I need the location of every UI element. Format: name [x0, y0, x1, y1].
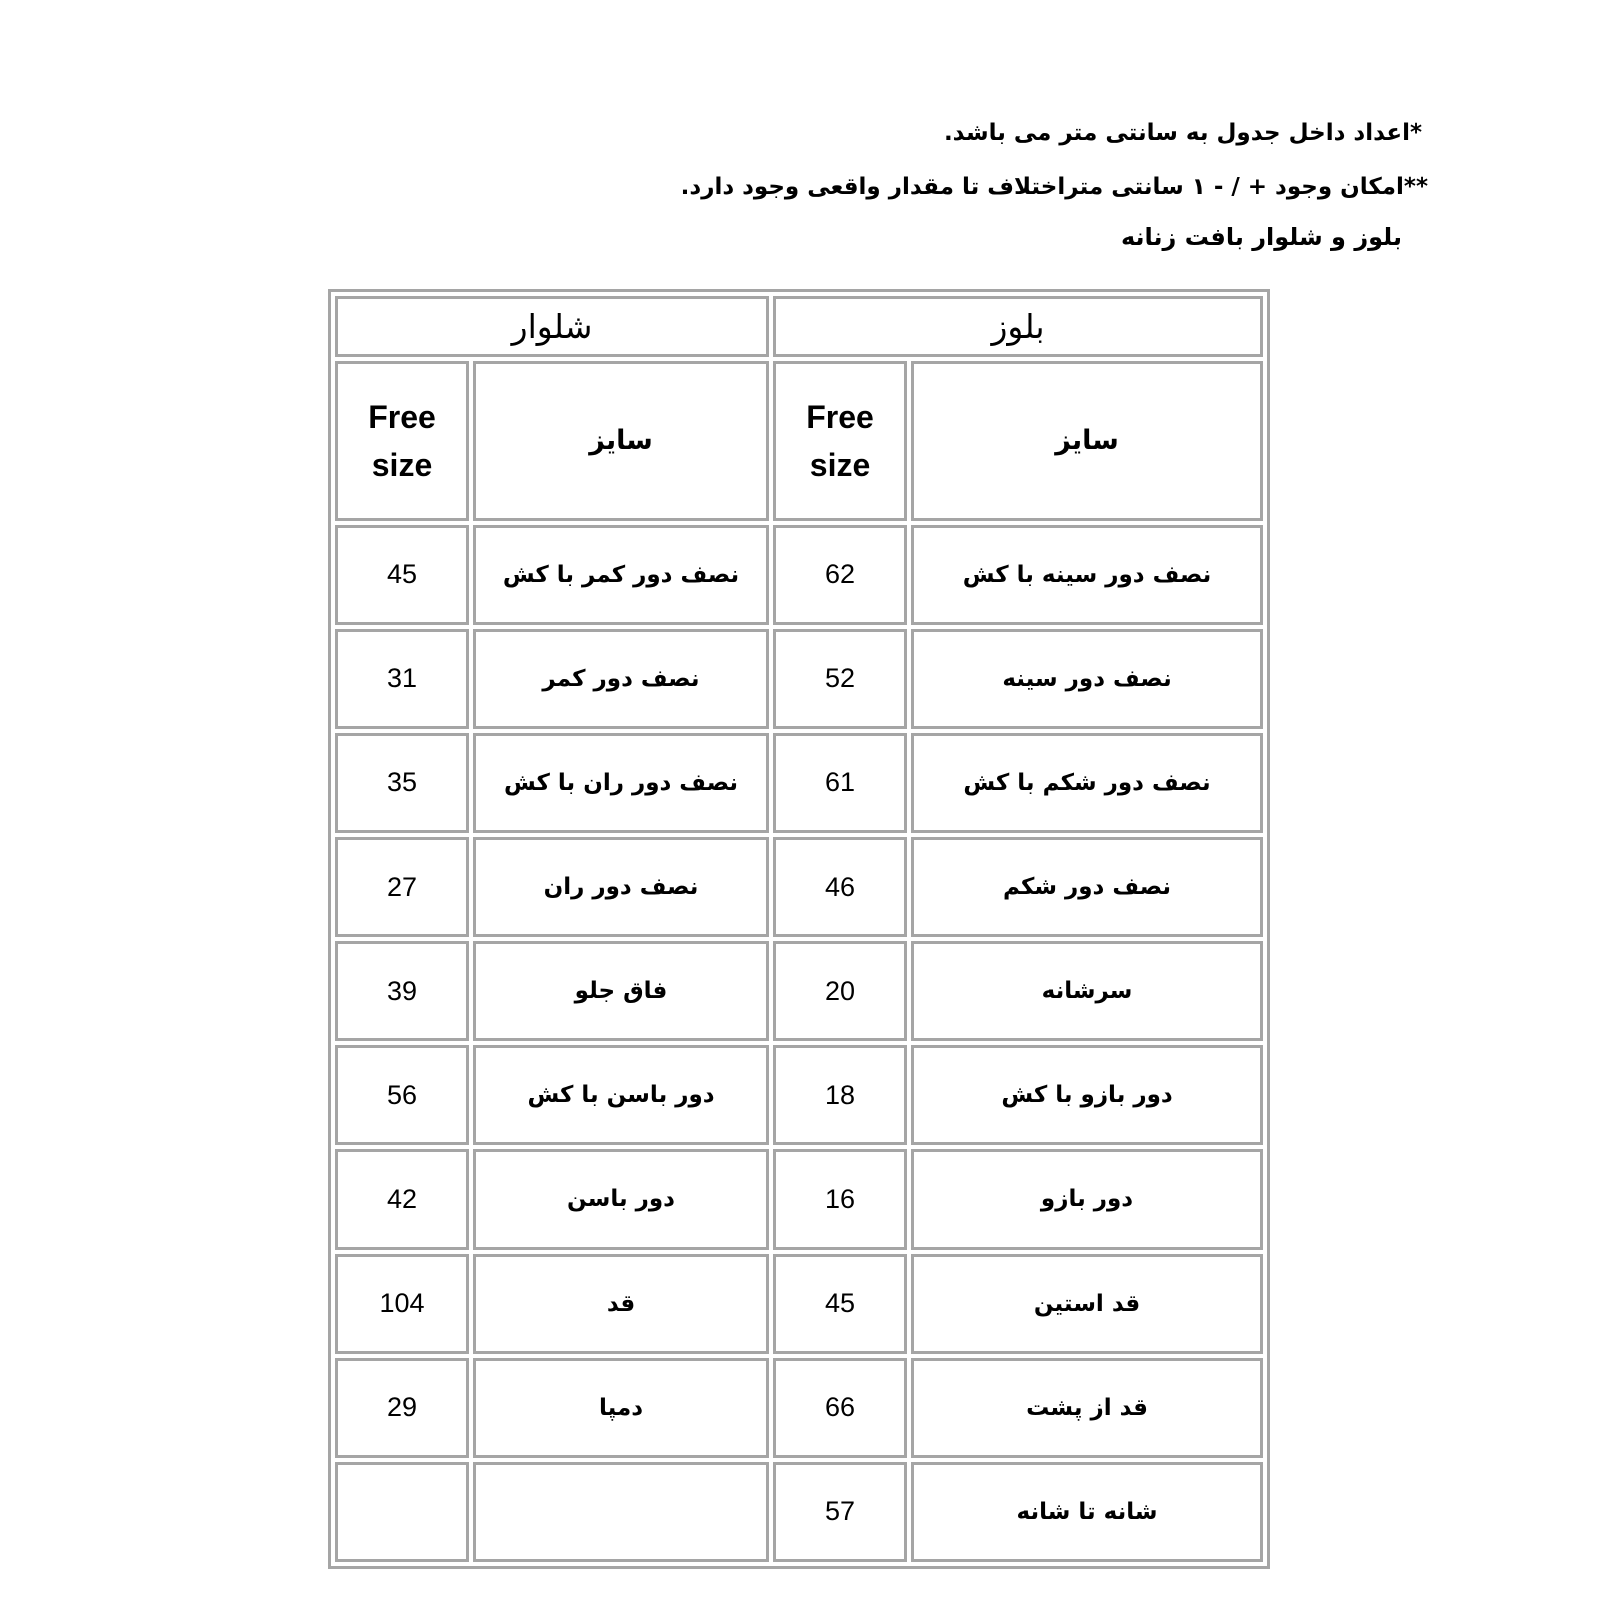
- table-row: [335, 1149, 1263, 1249]
- blouse-value: 61: [773, 733, 907, 833]
- blouse-free-size-header: Free size: [773, 361, 907, 521]
- blouse-size-header: سایز: [911, 361, 1263, 521]
- table-row: [335, 525, 1263, 625]
- pants-free-size-header: Free size: [335, 361, 469, 521]
- blouse-value: 45: [773, 1254, 907, 1354]
- pants-label: فاق جلو: [473, 941, 769, 1041]
- blouse-label: قد از پشت: [911, 1358, 1263, 1458]
- pants-value: 39: [335, 941, 469, 1041]
- blouse-label: نصف دور شکم: [911, 837, 1263, 937]
- pants-label: نصف دور ران: [473, 837, 769, 937]
- blouse-label: دور بازو با کش: [911, 1045, 1263, 1145]
- pants-label: دور باسن با کش: [473, 1045, 769, 1145]
- pants-label: قد: [473, 1254, 769, 1354]
- pants-value: 29: [335, 1358, 469, 1458]
- table-row: [335, 1358, 1263, 1458]
- blouse-label: نصف دور شکم با کش: [911, 733, 1263, 833]
- measurement-unit-note: *اعداد داخل جدول به سانتی متر می باشد.: [943, 120, 1422, 146]
- blouse-value: 20: [773, 941, 907, 1041]
- pants-value: 45: [335, 525, 469, 625]
- blouse-value: 62: [773, 525, 907, 625]
- pants-value: 104: [335, 1254, 469, 1354]
- table-row: [335, 629, 1263, 729]
- pants-value: 56: [335, 1045, 469, 1145]
- blouse-value: 52: [773, 629, 907, 729]
- tolerance-note: **امکان وجود + / - ۱ سانتی متراختلاف تا مقدار واقعی وجود دارد.: [680, 174, 1428, 200]
- pants-value: 27: [335, 837, 469, 937]
- table-row: [335, 733, 1263, 833]
- blouse-value: 57: [773, 1462, 907, 1562]
- blouse-value: 46: [773, 837, 907, 937]
- blouse-label: دور بازو: [911, 1149, 1263, 1249]
- pants-value: 42: [335, 1149, 469, 1249]
- product-title: بلوز و شلوار بافت زنانه: [1120, 223, 1402, 251]
- pants-label: [473, 1462, 769, 1562]
- table-row: [335, 941, 1263, 1041]
- table-row: [335, 1462, 1263, 1562]
- blouse-label: قد استین: [911, 1254, 1263, 1354]
- section-header-row: [335, 296, 1263, 357]
- pants-label: نصف دور کمر: [473, 629, 769, 729]
- pants-section-header: شلوار: [335, 296, 769, 357]
- pants-value: [335, 1462, 469, 1562]
- size-chart-table: [328, 289, 1270, 1569]
- pants-value: 35: [335, 733, 469, 833]
- table-row: [335, 1254, 1263, 1354]
- table-row: [335, 837, 1263, 937]
- pants-label: دمپا: [473, 1358, 769, 1458]
- blouse-value: 18: [773, 1045, 907, 1145]
- blouse-label: سرشانه: [911, 941, 1263, 1041]
- table-row: [335, 1045, 1263, 1145]
- pants-value: 31: [335, 629, 469, 729]
- pants-label: دور باسن: [473, 1149, 769, 1249]
- blouse-label: شانه تا شانه: [911, 1462, 1263, 1562]
- pants-label: نصف دور ران با کش: [473, 733, 769, 833]
- column-header-row: [335, 361, 1263, 521]
- blouse-label: نصف دور سینه: [911, 629, 1263, 729]
- blouse-value: 16: [773, 1149, 907, 1249]
- pants-size-header: سایز: [473, 361, 769, 521]
- blouse-value: 66: [773, 1358, 907, 1458]
- blouse-label: نصف دور سینه با کش: [911, 525, 1263, 625]
- blouse-section-header: بلوز: [773, 296, 1263, 357]
- pants-label: نصف دور کمر با کش: [473, 525, 769, 625]
